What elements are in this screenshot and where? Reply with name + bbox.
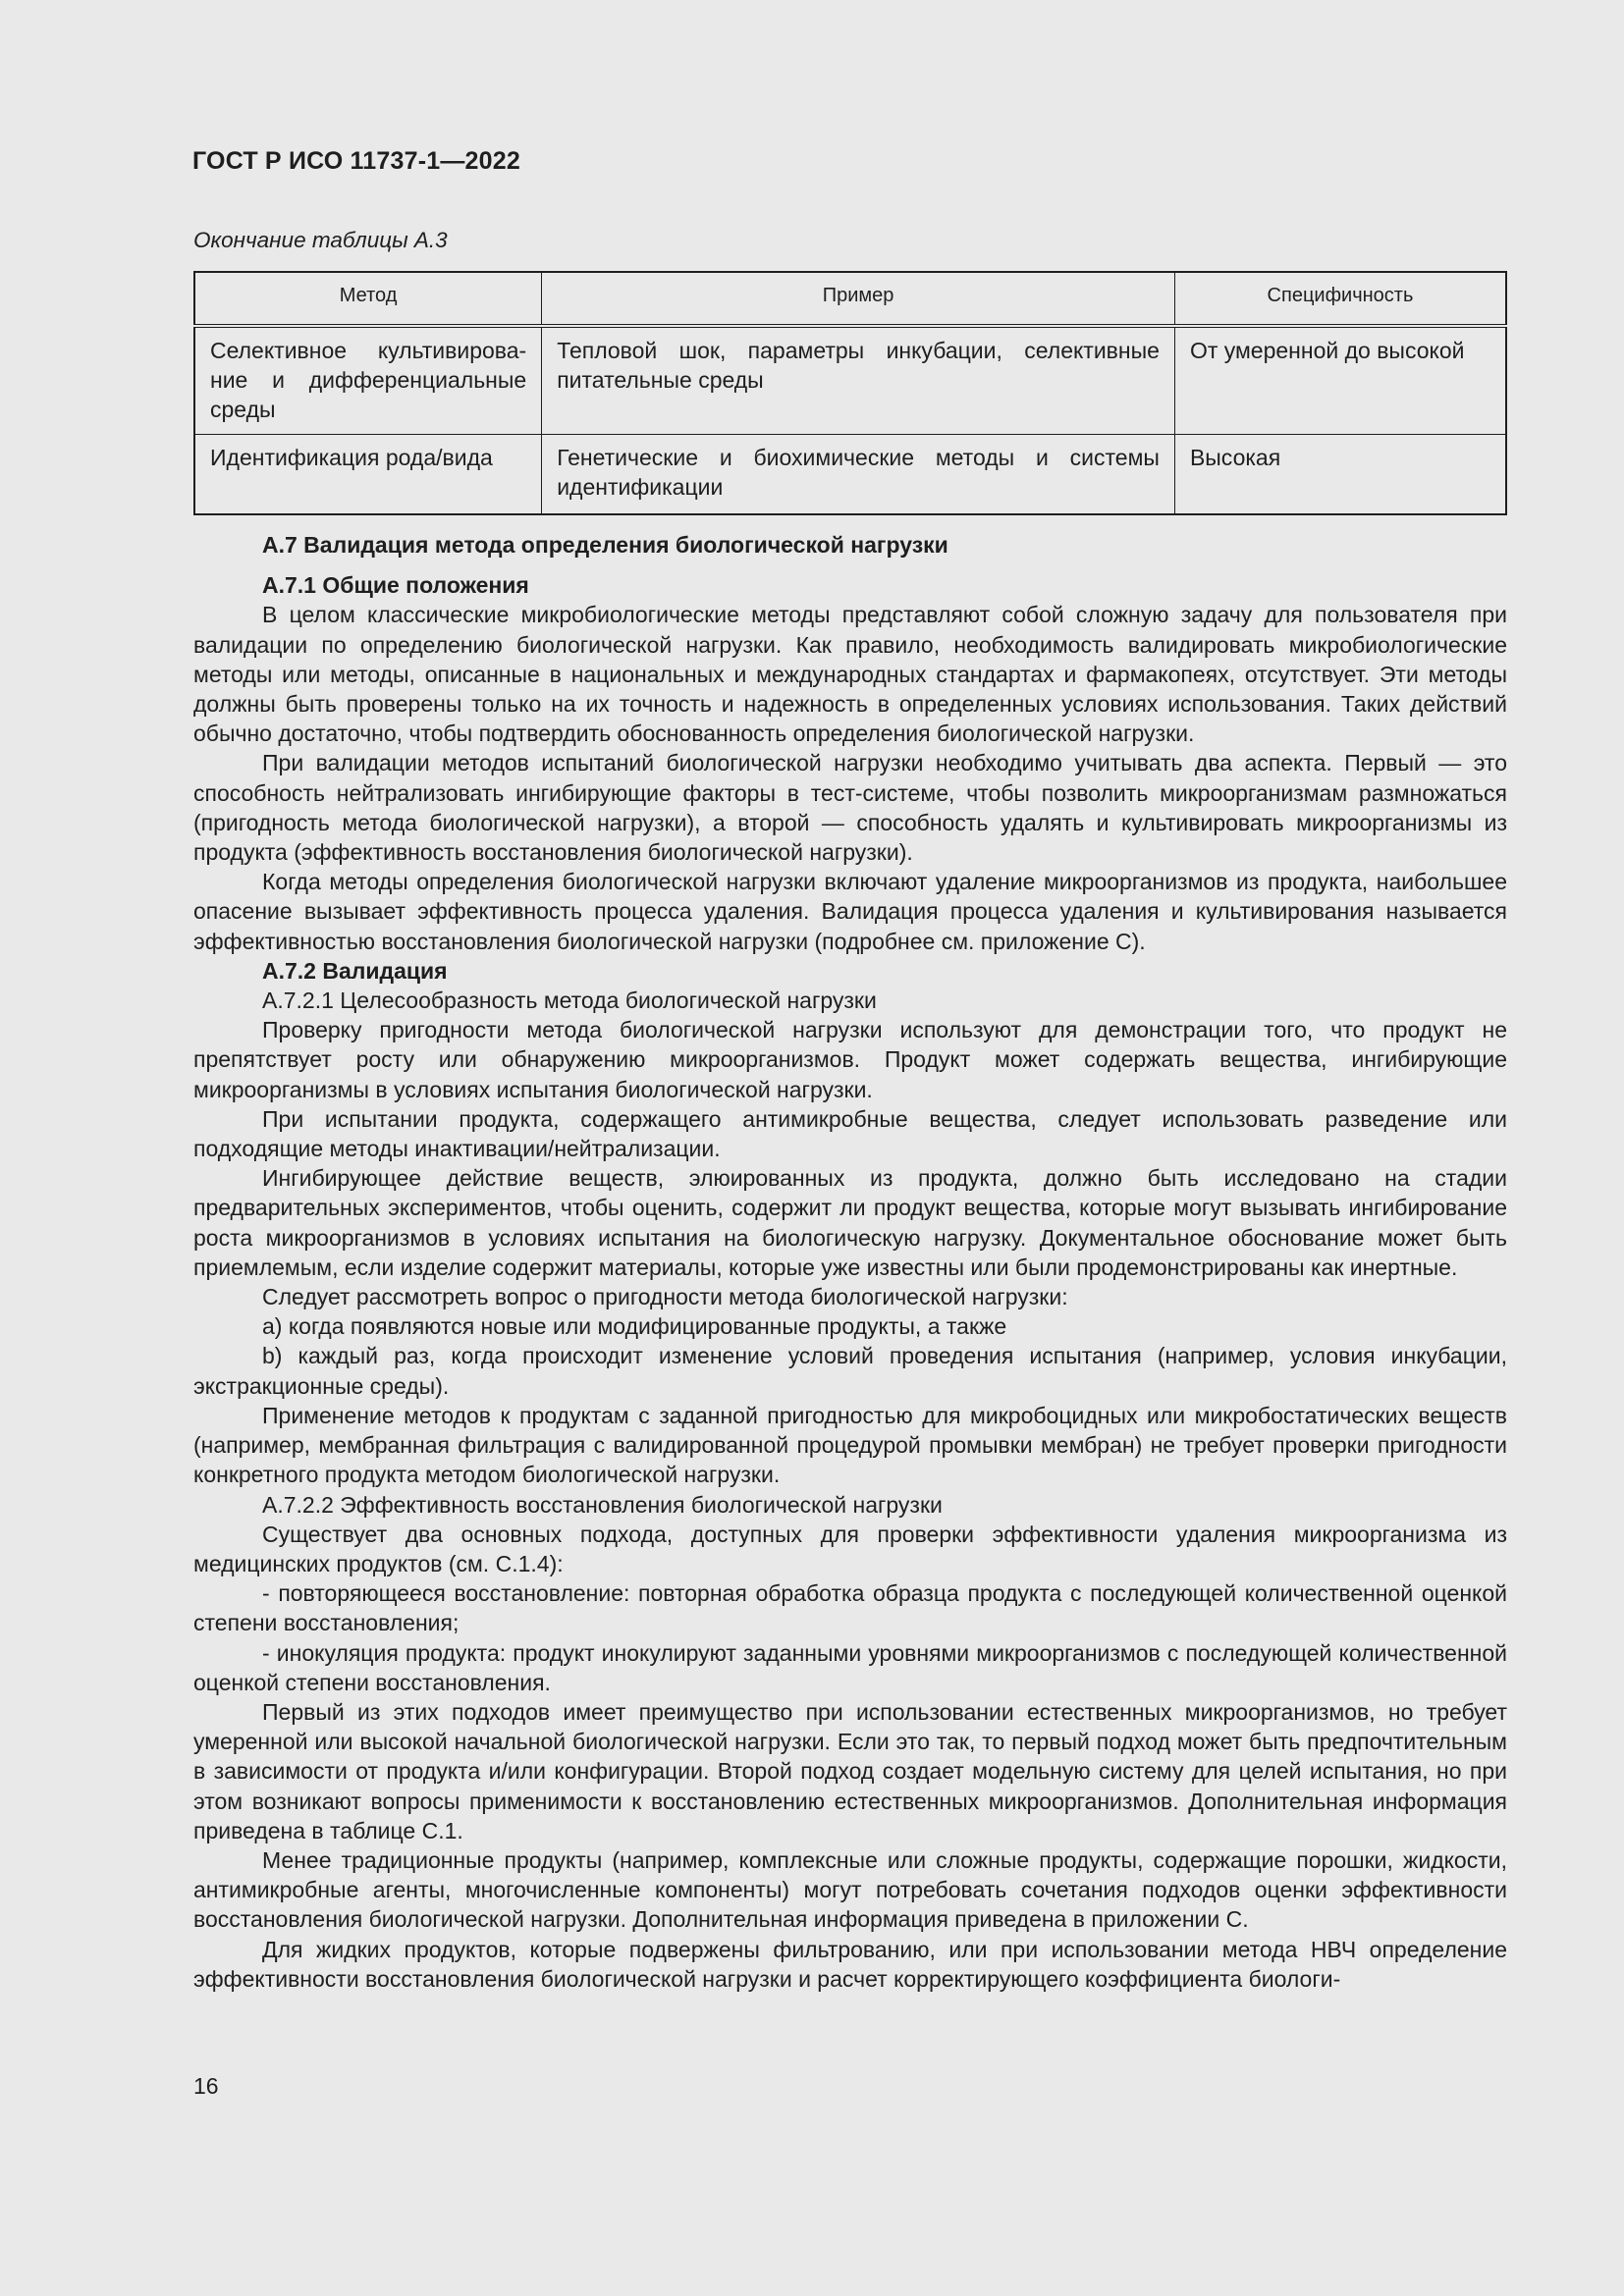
column-header-method: Метод bbox=[194, 272, 542, 326]
column-header-specificity: Специфичность bbox=[1174, 272, 1506, 326]
paragraph: Менее традиционные продукты (например, комплексные или сложные продукты, содержащие порошки, жидкости, антимикробные агенты, многочисленные компоненты) могут потребовать сочетания подходов оценки эффективности восстановления биологической нагрузки. Дополнительная информация приведена в приложении С. bbox=[193, 1846, 1507, 1933]
table-caption: Окончание таблицы А.3 bbox=[193, 228, 448, 252]
list-item: - инокуляция продукта: продукт инокулируют заданными уровнями микроорганизмов с последующей количественной оценкой степени восстановления. bbox=[193, 1639, 1507, 1695]
table-row bbox=[194, 435, 1506, 515]
section-heading-a71: А.7.1 Общие положения bbox=[262, 572, 529, 599]
method-table bbox=[193, 271, 1507, 515]
paragraph: При испытании продукта, содержащего антимикробные вещества, следует использовать разведение или подходящие методы инактивации/нейтрализации. bbox=[193, 1105, 1507, 1162]
list-item: b) каждый раз, когда происходит изменение условий проведения испытания (например, условия инкубации, экстракционные среды). bbox=[193, 1343, 1507, 1399]
table-cell: Селективное культивирова-ние и дифференциальные среды bbox=[194, 326, 542, 435]
document-body bbox=[193, 530, 1507, 1994]
subsection-heading-a722: А.7.2.2 Эффективность восстановления биологической нагрузки bbox=[262, 1491, 943, 1518]
paragraph: Ингибирующее действие веществ, элюированных из продукта, должно быть исследовано на стадии предварительных экспериментов, чтобы оценить, содержит ли продукт вещества, которые могут вызывать ингибирование роста микроорганизмов в условиях испытания на биологическую нагрузку. Документальное обоснование может быть приемлемым, если изделие содержит материалы, которые уже известны или были продемонстрированы как инертные. bbox=[193, 1165, 1507, 1280]
section-heading-a7: А.7 Валидация метода определения биологической нагрузки bbox=[262, 532, 948, 558]
section-heading-a72: А.7.2 Валидация bbox=[262, 957, 448, 984]
paragraph: Проверку пригодности метода биологической нагрузки используют для демонстрации того, что продукт не препятствует росту или обнаружению микроорганизмов. Продукт может содержать вещества, ингибирующие микроорганизмы в условиях испытания биологической нагрузки. bbox=[193, 1017, 1507, 1102]
document-header: ГОСТ Р ИСО 11737-1—2022 bbox=[192, 147, 520, 175]
table-cell: От умеренной до высокой bbox=[1174, 326, 1506, 435]
table-cell: Идентификация рода/вида bbox=[194, 435, 542, 515]
paragraph: Применение методов к продуктам с заданной пригодностью для микробоцидных или микробостатических веществ (например, мембранная фильтрация с валидированной процедурой промывки мембран) не требует проверки пригодности конкретного продукта методом биологической нагрузки. bbox=[193, 1402, 1507, 1488]
page-number: 16 bbox=[193, 2073, 219, 2099]
paragraph: При валидации методов испытаний биологической нагрузки необходимо учитывать два аспекта. Первый — это способность нейтрализовать ингибирующие факторы в тест-системе, чтобы позволить микроорганизмам размножаться (пригодность метода биологической нагрузки), а второй — способность удалять и культивировать микроорганизмы из продукта (эффективность восстановления биологической нагрузки). bbox=[193, 750, 1507, 866]
table-header-row bbox=[194, 272, 1506, 326]
paragraph: Когда методы определения биологической нагрузки включают удаление микроорганизмов из продукта, наибольшее опасение вызывает эффективность процесса удаления. Валидация процесса удаления и культивирования называется эффективностью восстановления биологической нагрузки (подробнее см. приложение С). bbox=[193, 869, 1507, 954]
paragraph: Существует два основных подхода, доступных для проверки эффективности удаления микроорганизма из медицинских продуктов (см. С.1.4): bbox=[193, 1521, 1507, 1576]
table-row bbox=[194, 326, 1506, 435]
table-cell: Высокая bbox=[1174, 435, 1506, 515]
paragraph: В целом классические микробиологические методы представляют собой сложную задачу для пользователя при валидации по определению биологической нагрузки. Как правило, необходимость валидировать микробиологические методы или методы, описанные в национальных и международных стандартах и фармакопеях, отсутствует. Эти методы должны быть проверены только на их точность и надежность в определенных условиях использования. Таких действий обычно достаточно, чтобы подтвердить обоснованность определения биологической нагрузки. bbox=[193, 602, 1507, 747]
paragraph: Первый из этих подходов имеет преимущество при использовании естественных микроорганизмов, но требует умеренной или высокой начальной биологической нагрузки. Если это так, то первый подход может быть предпочтительным в зависимости от продукта и/или конфигурации. Второй подход создает модельную систему для целей испытания, но при этом возникают вопросы применимости к восстановлению естественных микроорганизмов. Дополнительная информация приведена в таблице С.1. bbox=[193, 1698, 1507, 1843]
list-item: - повторяющееся восстановление: повторная обработка образца продукта с последующей количественной оценкой степени восстановления; bbox=[193, 1580, 1507, 1636]
paragraph: Для жидких продуктов, которые подвержены фильтрованию, или при использовании метода НВЧ определение эффективности восстановления биологической нагрузки и расчет корректирующего коэффициента биологи- bbox=[193, 1936, 1507, 1992]
table-cell: Тепловой шок, параметры инкубации, селективные питательные среды bbox=[542, 326, 1175, 435]
table-cell: Генетические и биохимические методы и системы идентификации bbox=[542, 435, 1175, 515]
list-item: a) когда появляются новые или модифицированные продукты, а также bbox=[262, 1313, 1007, 1340]
column-header-example: Пример bbox=[542, 272, 1175, 326]
paragraph: Следует рассмотреть вопрос о пригодности метода биологической нагрузки: bbox=[262, 1284, 1068, 1310]
subsection-heading-a721: А.7.2.1 Целесообразность метода биологической нагрузки bbox=[262, 988, 877, 1014]
